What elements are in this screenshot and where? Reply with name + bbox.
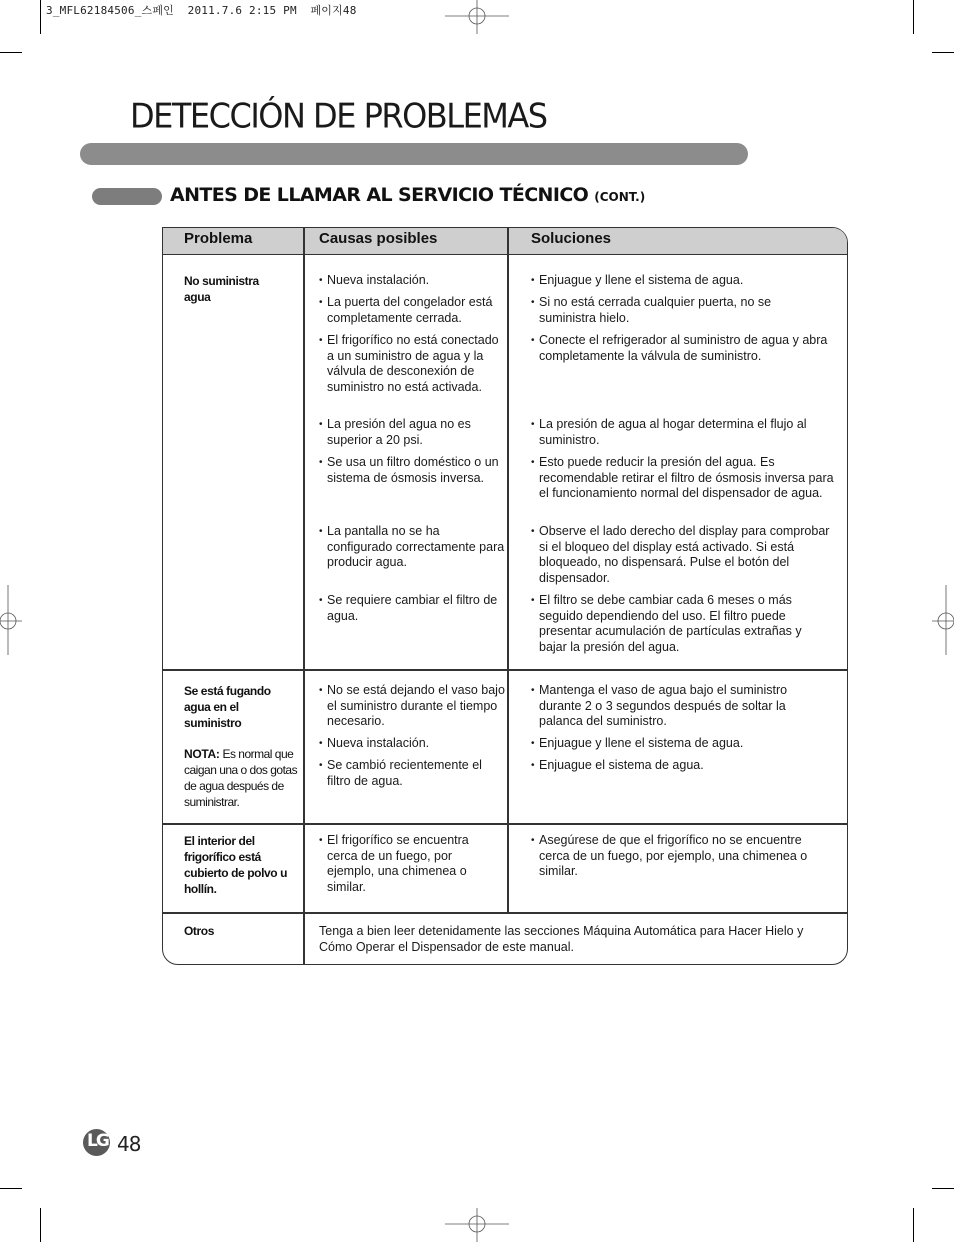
table-header [163, 228, 847, 255]
section-title [170, 184, 645, 206]
otros-text: Tenga a bien leer detenidamente las secciones Máquina Automática para Hacer Hielo y Cómo Operar el Dispensador de este manual. [319, 924, 804, 954]
header-problema: Problema [184, 230, 253, 247]
solution-item: • Conecte el refrigerador al suministro de agua y abra completamente la válvula de suministro. [531, 333, 828, 363]
page-title: DETECCIÓN DE PROBLEMAS [130, 96, 547, 136]
page-number: 48 [117, 1132, 141, 1156]
title-bar [80, 143, 748, 165]
section-title-text: ANTES DE LLAMAR AL SERVICIO TÉCNICO [170, 184, 589, 206]
cause-item: • La presión del agua no es superior a 20 psi. [319, 417, 471, 447]
cause-item: • Se requiere cambiar el filtro de agua. [319, 593, 498, 623]
problem-no-suministra: No suministra agua [184, 274, 259, 304]
column-divider [507, 228, 509, 913]
problem-otros: Otros [184, 924, 215, 938]
solution-item: • La presión de agua al hogar determina el flujo al suministro. [531, 417, 807, 447]
section-pill [92, 188, 162, 205]
header-soluciones: Soluciones [531, 230, 612, 247]
solution-item: • Enjuague y llene el sistema de agua. [531, 736, 744, 750]
solution-item: • Si no está cerrada cualquier puerta, no se suministra hielo. [531, 295, 772, 325]
cause-item: • Nueva instalación. [319, 273, 430, 287]
lg-logo [83, 1129, 110, 1156]
cause-item: • El frigorífico no está conectado a un suministro de agua y la válvula de desconexión de suministro no está activada. [319, 333, 499, 394]
solution-item: • Enjuague el sistema de agua. [531, 758, 704, 772]
solution-item: • Asegúrese de que el frigorífico no se encuentre cerca de un fuego, por ejemplo, una chimenea o similar. [531, 833, 808, 879]
solution-item: • Esto puede reducir la presión del agua. Es recomendable retirar el filtro de ósmosis inversa para el funcionamiento normal del dispensador de agua. [531, 455, 834, 501]
cause-item: • La pantalla no se ha configurado correctamente para producir agua. [319, 524, 505, 570]
problem-note [184, 746, 302, 810]
cause-item: • Nueva instalación. [319, 736, 430, 750]
note-label: NOTA: [184, 747, 220, 761]
cause-item: • Se cambió recientemente el filtro de agua. [319, 758, 482, 788]
header-causas: Causas posibles [319, 230, 438, 247]
section-cont: (CONT.) [594, 190, 646, 204]
solution-item: • El filtro se debe cambiar cada 6 meses o más seguido dependiendo del uso. El filtro puede presentar acumulación de partículas extrañas y bajar la presión del agua. [531, 593, 802, 654]
solution-item: • Mantenga el vaso de agua bajo el suministro durante 2 o 3 segundos después de soltar la palanca del suministro. [531, 683, 788, 729]
note-text: Es normal que caigan una o dos gotas de agua después de suministrar. [184, 747, 298, 809]
row-divider [163, 669, 847, 671]
print-header: 3_MFL62184506_스페인 2011.7.6 2:15 PM 페이지48 [46, 4, 357, 17]
cause-item: • No se está dejando el vaso bajo el suministro durante el tiempo necesario. [319, 683, 505, 729]
row-divider [163, 912, 847, 914]
problem-polvo-hollin: El interior del frigorífico está cubierto de polvo u hollín. [184, 834, 288, 896]
row-divider [163, 823, 847, 825]
cause-item: • Se usa un filtro doméstico o un sistema de ósmosis inversa. [319, 455, 499, 485]
solution-item: • Enjuague y llene el sistema de agua. [531, 273, 744, 287]
cause-item: • La puerta del congelador está completamente cerrada. [319, 295, 493, 325]
problem-fugando-agua: Se está fugando agua en el suministro [184, 684, 271, 730]
column-divider [303, 228, 305, 965]
lg-logo-text: LG [87, 1131, 108, 1151]
solution-item: • Observe el lado derecho del display para comprobar si el bloqueo del display está activado. Si está bloqueado, no dispensará. Pulse el botón del dispensador. [531, 524, 830, 585]
cause-item: • El frigorífico se encuentra cerca de un fuego, por ejemplo, una chimenea o similar. [319, 833, 469, 894]
